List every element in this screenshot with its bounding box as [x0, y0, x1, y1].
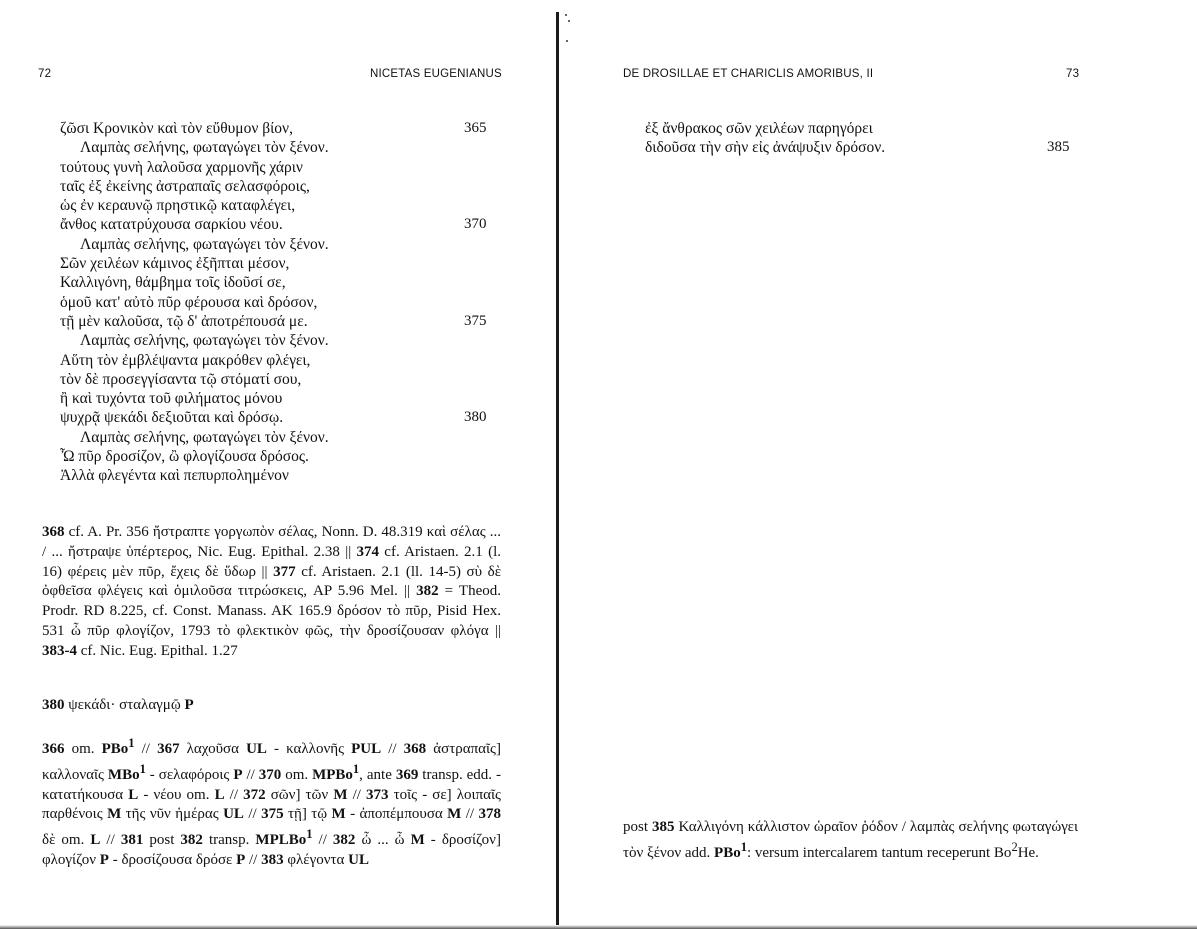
apparatus-criticus-text: 366 om. PBo$^1$ // 367 λαχοῦσα UL - καλλονῆς PUL // 368 ἀστραπαῖς] καλλοναῖς MBo$^1$ - σελαφόροις P // 370 om. MPBo$^1$, ante 369 transp. edd. - κατατήκουσα L - νέου om. L // 372 σῶν] τῶν M // 373 τοῖς - σε] λοιπαῖς παρθένοις M τῆς νῦν ἡμέρας UL // 375 τῇ] τῷ M - ἀποπέμπουσα M // 378 δὲ om. L // 381 post 382 transp. MPLBo$^1$ // 382 ὦ ... ὦ M - δροσίζον] φλογίζον P - δροσίζουσα δρόσε P // 383 φλέγοντα UL	[42, 736, 502, 868]
verse-text: ψυχρᾷ ψεκάδι δεξιοῦται καὶ δρόσῳ.	[60, 409, 284, 427]
running-head: DE DROSILLAE ET CHARICLIS AMORIBUS, II	[623, 68, 874, 80]
verse-line	[60, 351, 500, 370]
verse-text: ὁμοῦ κατ' αὐτὸ πῦρ φέρουσα καὶ δρόσον,	[60, 293, 318, 311]
verse-line	[60, 331, 500, 350]
line-number: 385	[1047, 139, 1070, 156]
verse-line	[60, 389, 500, 408]
verse-text: ἄνθος κατατρύχουσα σαρκίου νέου.	[60, 216, 283, 234]
verse-text: ὡς ἐν κεραυνῷ πρηστικῷ καταφλέγει,	[60, 197, 296, 215]
verse-line	[60, 119, 500, 138]
verse-text: διδοῦσα τὴν σὴν εἰς ἀνάψυξιν δρόσον.	[645, 139, 886, 157]
verse-text: Ἀλλὰ φλεγέντα καὶ πεπυρπολημένον	[60, 467, 289, 485]
verse-line	[60, 370, 500, 389]
verse-text: Καλλιγόνη, θάμβημα τοῖς ἰδοῦσί σε,	[60, 274, 286, 292]
verse-line	[60, 177, 500, 196]
line-number: 380	[464, 409, 487, 426]
verse-line	[60, 447, 500, 466]
apparatus-criticus	[623, 818, 1078, 864]
verse-block	[645, 119, 1075, 158]
verse-line	[60, 408, 500, 427]
verse-line	[60, 158, 500, 177]
apparatus-short-text: 380 ψεκάδι· σταλαγμῷ P	[42, 697, 194, 713]
verse-text: Λαμπὰς σελήνης, φωταγώγει τὸν ξένον.	[80, 235, 329, 253]
verse-text: ζῶσι Κρονικὸν καὶ τὸν εὔθυμον βίον,	[60, 120, 293, 137]
running-head: NICETAS EUGENIANUS	[370, 68, 502, 80]
apparatus-criticus	[42, 734, 501, 871]
verse-block	[60, 119, 500, 486]
verse-text: Λαμπὰς σελήνης, φωταγώγει τὸν ξένον.	[80, 139, 329, 157]
verse-line	[60, 215, 500, 234]
verse-line	[60, 466, 500, 485]
verse-text: Λαμπὰς σελήνης, φωταγώγει τὸν ξένον.	[80, 332, 329, 350]
verse-text: Αὕτη τὸν ἐμβλέψαντα μακρόθεν φλέγει,	[60, 351, 311, 369]
page-number: 72	[38, 68, 52, 80]
verse-line	[60, 254, 500, 273]
verse-line	[645, 138, 1075, 157]
verse-text: τούτους γυνὴ λαλοῦσα χαρμονῆς χάριν	[60, 158, 303, 176]
left-page	[0, 0, 556, 929]
verse-line	[60, 235, 500, 254]
verse-line	[60, 196, 500, 215]
line-number: 375	[464, 312, 487, 329]
verse-text: Σῶν χειλέων κάμινος ἐξῆπται μέσον,	[60, 255, 290, 273]
verse-line	[60, 293, 500, 312]
testimonia	[42, 523, 501, 662]
verse-line	[60, 138, 500, 157]
verse-line	[645, 119, 1075, 138]
verse-text: ἐξ ἄνθρακος σῶν χειλέων παρηγόρει	[645, 120, 873, 137]
verse-line	[60, 428, 500, 447]
verse-text: τὸν δὲ προσεγγίσαντα τῷ στόματί σου,	[60, 370, 302, 388]
verse-text: ἢ καὶ τυχόντα τοῦ φιλήματος μόνου	[60, 390, 283, 408]
line-number: 365	[464, 120, 487, 136]
verse-text: ταῖς ἐξ ἐκείνης ἀστραπαῖς σελασφόροις,	[60, 177, 310, 195]
right-page	[562, 0, 1197, 929]
verse-text: τῇ μὲν καλοῦσα, τῷ δ' ἀποτρέπουσά με.	[60, 312, 308, 330]
verse-text: Λαμπὰς σελήνης, φωταγώγει τὸν ξένον.	[80, 428, 329, 446]
testimonia-text: 368 cf. A. Pr. 356 ἤστραπτε γοργωπὸν σέλας, Nonn. D. 48.319 καὶ σέλας ... / ... ἤστραψε ὑπέρτερος, Nic. Eug. Epithal. 2.38 || 374 cf. Aristaen. 2.1 (l. 16) φέρεις μὲν πῦρ, ἔχεις δὲ ὕδωρ || 377 cf. Aristaen. 2.1 (ll. 14-5) σὺ δὲ ὀφθεῖσα φλέγεις καὶ ὁμιλοῦσα τιτρώσκεις, AP 5.96 Mel. || 382 = Theod. Prodr. RD 8.225, cf. Const. Manass. AK 165.9 δρόσον τὸ πῦρ, Pisid Hex. 531 ὦ πῦρ φλογίζον, 1793 τὸ φλεκτικὸν φῶς, τὴν δροσίζουσαν φλόγα || 383-4 cf. Nic. Eug. Epithal. 1.27	[42, 524, 502, 659]
verse-text: Ὦ πῦρ δροσίζον, ὢ φλογίζουσα δρόσος.	[60, 448, 309, 466]
page-gutter	[556, 12, 559, 929]
line-number: 370	[464, 216, 487, 233]
verse-line	[60, 273, 500, 292]
page-number: 73	[1066, 68, 1080, 80]
apparatus-criticus-text: post 385 Καλλιγόνη κάλλιστον ὡραῖον ῥόδον / λαμπὰς σελήνης φωταγώγει τὸν ξένον add. PBo$^1$: versum intercalarem tantum receperunt Bo$^2$He.	[623, 819, 1079, 861]
apparatus-short	[42, 696, 501, 716]
verse-line	[60, 312, 500, 331]
